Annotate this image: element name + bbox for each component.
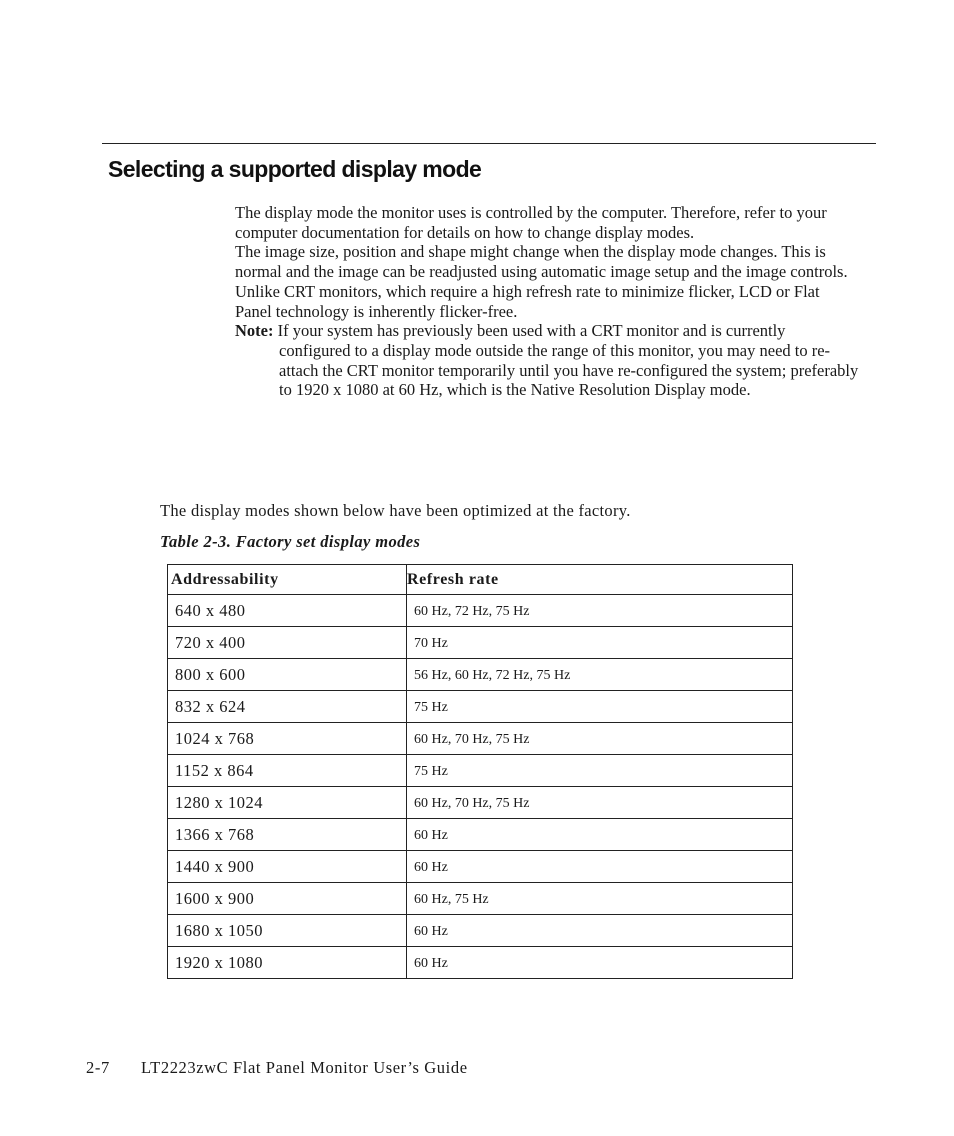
addressability-cell: 1920 x 1080 [168,947,407,979]
addressability-cell: 800 x 600 [168,659,407,691]
table-row [168,915,793,947]
table-row [168,627,793,659]
refresh-rate-cell: 60 Hz [407,947,793,979]
refresh-rate-cell: 56 Hz, 60 Hz, 72 Hz, 75 Hz [407,659,793,691]
table-row [168,723,793,755]
refresh-rate-cell: 60 Hz, 70 Hz, 75 Hz [407,723,793,755]
display-modes-table [167,564,793,979]
addressability-cell: 720 x 400 [168,627,407,659]
paragraph: The display mode the monitor uses is controlled by the computer. Therefore, refer to your computer documentation for details on how to change display modes. [235,203,827,242]
page-footer [86,1058,468,1078]
refresh-rate-cell: 60 Hz [407,851,793,883]
table-row [168,883,793,915]
paragraph: Unlike CRT monitors, which require a high refresh rate to minimize flicker, LCD or Flat Panel technology is inherently flicker-free. [235,281,820,321]
table-intro: The display modes shown below have been optimized at the factory. [160,501,631,520]
addressability-cell: 1440 x 900 [168,851,407,883]
refresh-rate-cell: 60 Hz [407,819,793,851]
refresh-rate-cell: 60 Hz, 70 Hz, 75 Hz [407,787,793,819]
paragraph: The image size, position and shape might change when the display mode changes. This is normal and the image can be readjusted using automatic image setup and the image controls. [235,242,848,282]
header-addressability: Addressability [168,565,407,595]
table-row [168,947,793,979]
table-row [168,691,793,723]
section-body [235,203,860,400]
addressability-cell: 1280 x 1024 [168,787,407,819]
table-row [168,851,793,883]
addressability-cell: 1366 x 768 [168,819,407,851]
table-header-row [168,565,793,595]
section-divider [102,143,876,144]
refresh-rate-cell: 60 Hz [407,915,793,947]
guide-title: LT2223zwC Flat Panel Monitor User’s Guide [141,1058,468,1077]
addressability-cell: 832 x 624 [168,691,407,723]
table-row [168,787,793,819]
table-row [168,659,793,691]
note-text: If your system has previously been used with a CRT monitor and is currently configured to a display mode outside the range of this monitor, you may need to re-attach the CRT monitor temporarily until you have re-configured the system; preferably to 1920 x 1080 at 60 Hz, which is the Native Resolution Display mode. [277,321,859,400]
table-row [168,819,793,851]
addressability-cell: 640 x 480 [168,595,407,627]
table-row [168,595,793,627]
refresh-rate-cell: 60 Hz, 75 Hz [407,883,793,915]
refresh-rate-cell: 75 Hz [407,691,793,723]
section-title: Selecting a supported display mode [108,156,482,182]
table-caption: Table 2-3. Factory set display modes [160,532,421,551]
refresh-rate-cell: 75 Hz [407,755,793,787]
addressability-cell: 1680 x 1050 [168,915,407,947]
addressability-cell: 1152 x 864 [168,755,407,787]
addressability-cell: 1024 x 768 [168,723,407,755]
refresh-rate-cell: 60 Hz, 72 Hz, 75 Hz [407,595,793,627]
table-row [168,755,793,787]
addressability-cell: 1600 x 900 [168,883,407,915]
note-label: Note: [235,321,274,341]
refresh-rate-cell: 70 Hz [407,627,793,659]
note [235,321,860,400]
page-number: 2-7 [86,1058,110,1077]
header-refresh-rate: Refresh rate [407,565,793,595]
table-body [168,595,793,979]
